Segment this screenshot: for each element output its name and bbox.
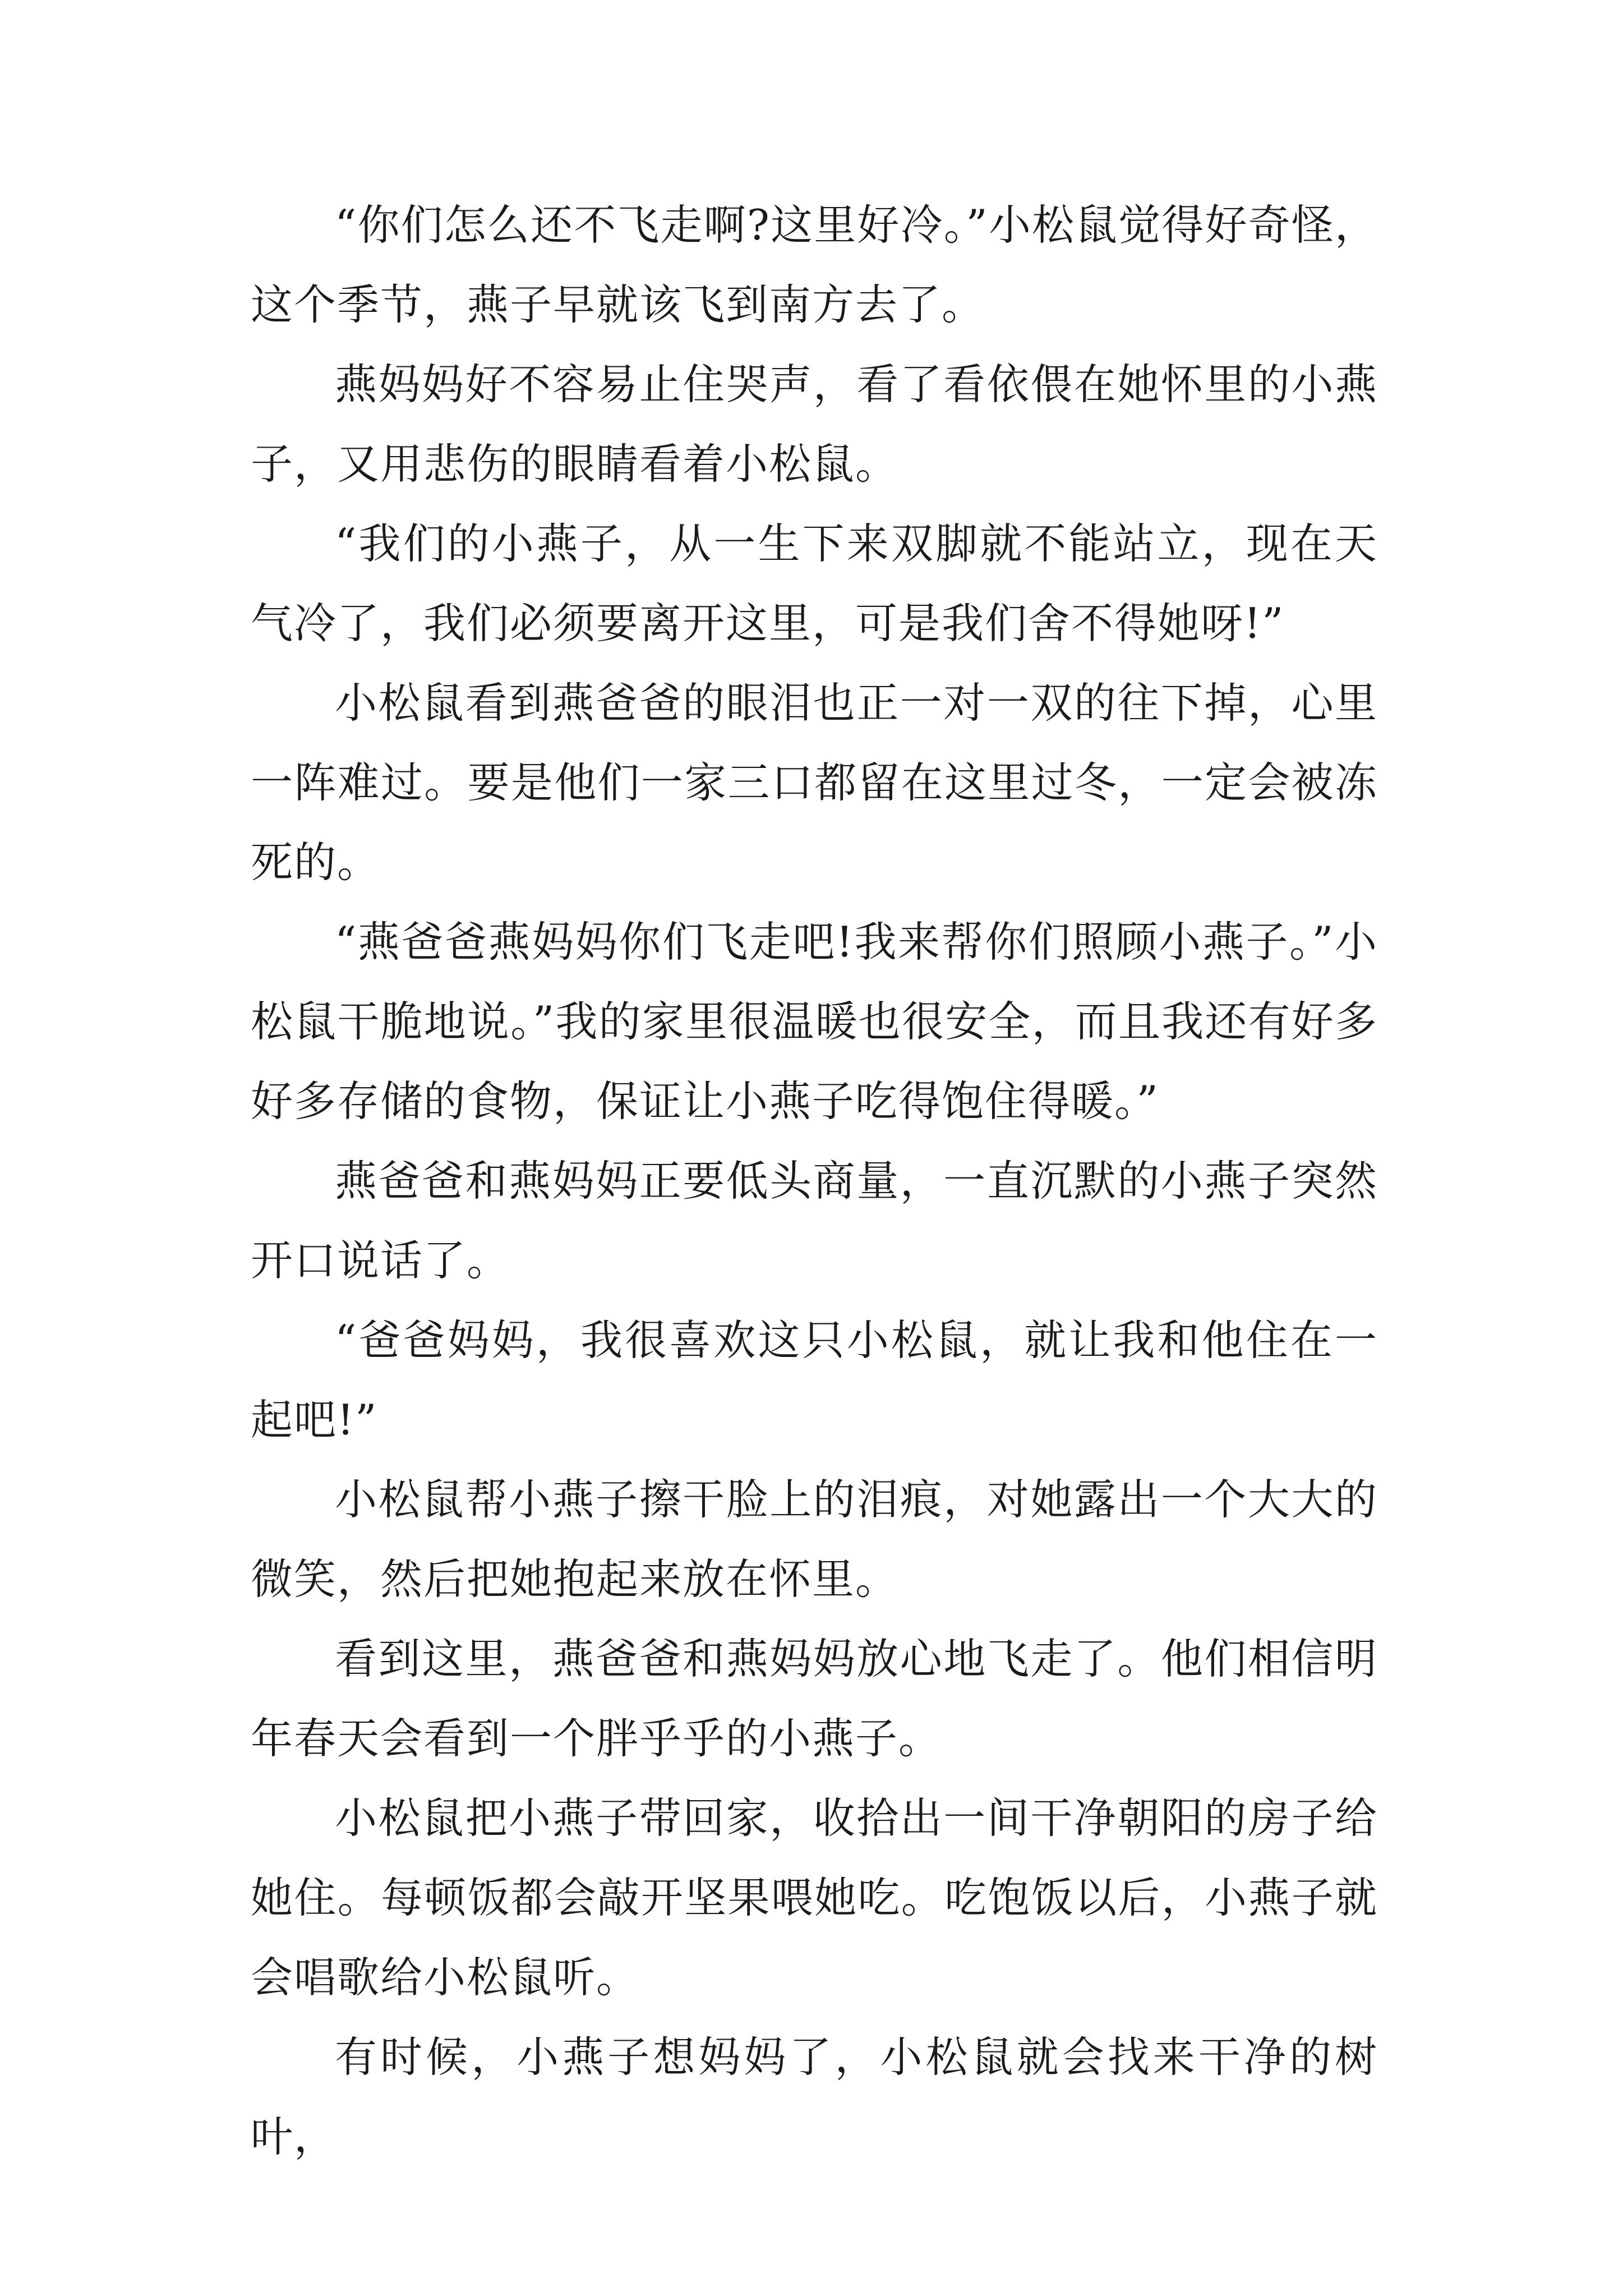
paragraph-11: 有时候，小燕子想妈妈了，小松鼠就会找来干净的树叶， <box>251 2032 1378 2161</box>
paragraph-9: 看到这里，燕爸爸和燕妈妈放心地飞走了。他们相信明年春天会看到一个胖乎乎的小燕子。 <box>251 1634 1378 1763</box>
paragraph-5: “燕爸爸燕妈妈你们飞走吧!我来帮你们照顾小燕子。”小松鼠干脆地说。”我的家里很温暖也很安全，而且我还有好多好多存储的食物，保证让小燕子吃得饱住得暖。” <box>251 917 1378 1126</box>
paragraph-1: “你们怎么还不飞走啊?这里好冷。”小松鼠觉得好奇怪，这个季节，燕子早就该飞到南方去了。 <box>251 200 1378 329</box>
paragraph-4: 小松鼠看到燕爸爸的眼泪也正一对一双的往下掉，心里一阵难过。要是他们一家三口都留在这里过冬，一定会被冻死的。 <box>251 678 1378 887</box>
story-text <box>251 185 1378 2177</box>
paragraph-7: “爸爸妈妈，我很喜欢这只小松鼠，就让我和他住在一起吧!” <box>251 1315 1378 1444</box>
paragraph-6: 燕爸爸和燕妈妈正要低头商量，一直沉默的小燕子突然开口说话了。 <box>251 1156 1378 1285</box>
paragraph-3: “我们的小燕子，从一生下来双脚就不能站立，现在天气冷了，我们必须要离开这里，可是我们舍不得她呀!” <box>251 519 1378 648</box>
paragraph-10: 小松鼠把小燕子带回家，收拾出一间干净朝阳的房子给她住。每顿饭都会敲开坚果喂她吃。吃饱饭以后，小燕子就会唱歌给小松鼠听。 <box>251 1793 1378 2002</box>
paragraph-8: 小松鼠帮小燕子擦干脸上的泪痕，对她露出一个大大的微笑，然后把她抱起来放在怀里。 <box>251 1475 1378 1604</box>
paragraph-2: 燕妈妈好不容易止住哭声，看了看依偎在她怀里的小燕子，又用悲伤的眼睛看着小松鼠。 <box>251 360 1378 489</box>
